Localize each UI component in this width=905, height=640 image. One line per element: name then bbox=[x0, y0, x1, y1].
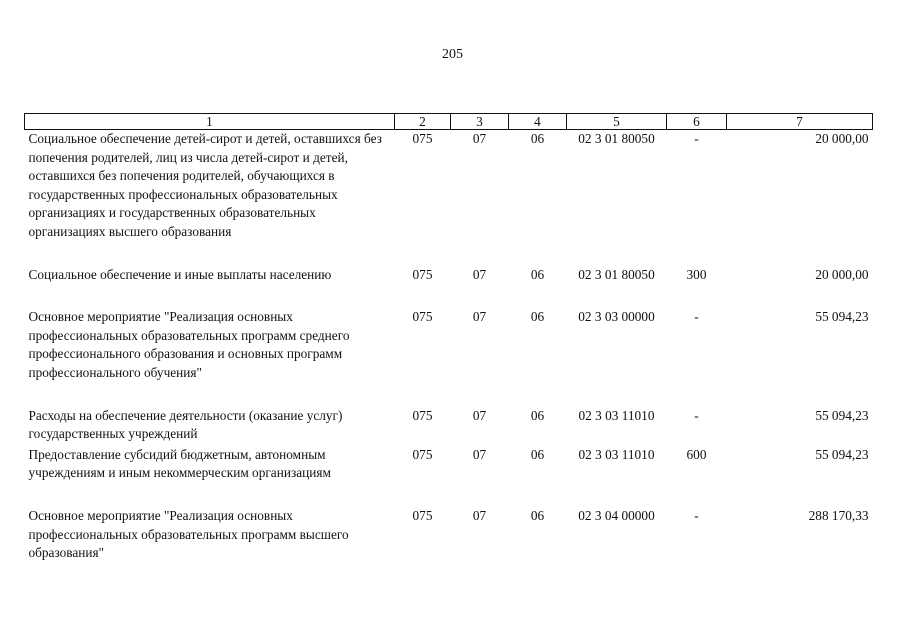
row-subsection: 06 bbox=[530, 507, 545, 523]
header-col-7: 7 bbox=[727, 114, 873, 130]
row-section: 07 bbox=[472, 131, 487, 146]
row-target: 02 3 03 00000 bbox=[578, 309, 655, 325]
row-target: 02 3 04 00000 bbox=[578, 507, 655, 523]
table-row bbox=[25, 407, 873, 446]
row-code: 075 bbox=[412, 266, 433, 282]
table-row bbox=[25, 266, 873, 309]
row-target: 02 3 03 11010 bbox=[578, 446, 655, 462]
header-col-1: 1 bbox=[25, 114, 395, 130]
row-section: 07 bbox=[472, 266, 487, 282]
row-type: 300 bbox=[686, 266, 707, 282]
row-code: 075 bbox=[412, 309, 433, 325]
row-type: - bbox=[694, 131, 699, 146]
row-subsection: 06 bbox=[530, 309, 545, 325]
table-row bbox=[25, 446, 873, 507]
row-subsection: 06 bbox=[530, 266, 545, 282]
row-type: - bbox=[694, 507, 699, 523]
table-row bbox=[25, 507, 873, 563]
row-code: 075 bbox=[412, 407, 433, 423]
header-col-6: 6 bbox=[667, 114, 727, 130]
row-target: 02 3 01 80050 bbox=[578, 266, 655, 282]
row-amount: 288 170,33 bbox=[808, 507, 869, 523]
table-row bbox=[25, 130, 873, 266]
row-amount: 55 094,23 bbox=[815, 309, 869, 325]
header-row bbox=[25, 114, 873, 130]
row-type: - bbox=[694, 309, 699, 325]
row-name: Расходы на обеспечение деятельности (оказание услуг) государственных учреждений bbox=[28, 407, 343, 442]
header-col-3: 3 bbox=[451, 114, 509, 130]
row-amount: 20 000,00 bbox=[815, 131, 869, 146]
row-section: 07 bbox=[472, 309, 487, 325]
table-row bbox=[25, 308, 873, 406]
row-section: 07 bbox=[472, 507, 487, 523]
row-amount: 55 094,23 bbox=[815, 407, 869, 423]
row-section: 07 bbox=[472, 446, 487, 462]
row-name: Социальное обеспечение и иные выплаты населению bbox=[28, 266, 332, 282]
row-code: 075 bbox=[412, 446, 433, 462]
row-subsection: 06 bbox=[530, 407, 545, 423]
row-section: 07 bbox=[472, 407, 487, 423]
row-name: Основное мероприятие "Реализация основных профессиональных образовательных программ среднего профессионального образования и основных программ профессионального обучения" bbox=[28, 309, 350, 380]
row-target: 02 3 01 80050 bbox=[578, 131, 655, 146]
row-name: Предоставление субсидий бюджетным, автономным учреждениям и иным некоммерческим организациям bbox=[28, 446, 331, 481]
budget-table bbox=[24, 113, 873, 563]
row-amount: 55 094,23 bbox=[815, 446, 869, 462]
header-col-4: 4 bbox=[509, 114, 567, 130]
header-col-5: 5 bbox=[567, 114, 667, 130]
row-name: Основное мероприятие "Реализация основных профессиональных образовательных программ высшего образования" bbox=[28, 507, 349, 561]
row-name: Социальное обеспечение детей-сирот и детей, оставшихся без попечения родителей, лиц из числа детей-сирот и детей, оставшихся без попечения родителей, обучающихся в государственных профессиональных образовательных организациях и государственных образовательных организациях высшего образования bbox=[28, 131, 382, 239]
row-target: 02 3 03 11010 bbox=[578, 407, 655, 423]
row-subsection: 06 bbox=[530, 131, 545, 146]
header-col-2: 2 bbox=[395, 114, 451, 130]
row-type: 600 bbox=[686, 446, 707, 462]
row-code: 075 bbox=[412, 507, 433, 523]
row-type: - bbox=[694, 407, 699, 423]
row-code: 075 bbox=[412, 131, 433, 146]
row-amount: 20 000,00 bbox=[815, 266, 869, 282]
row-subsection: 06 bbox=[530, 446, 545, 462]
page-number: 205 bbox=[442, 47, 463, 62]
